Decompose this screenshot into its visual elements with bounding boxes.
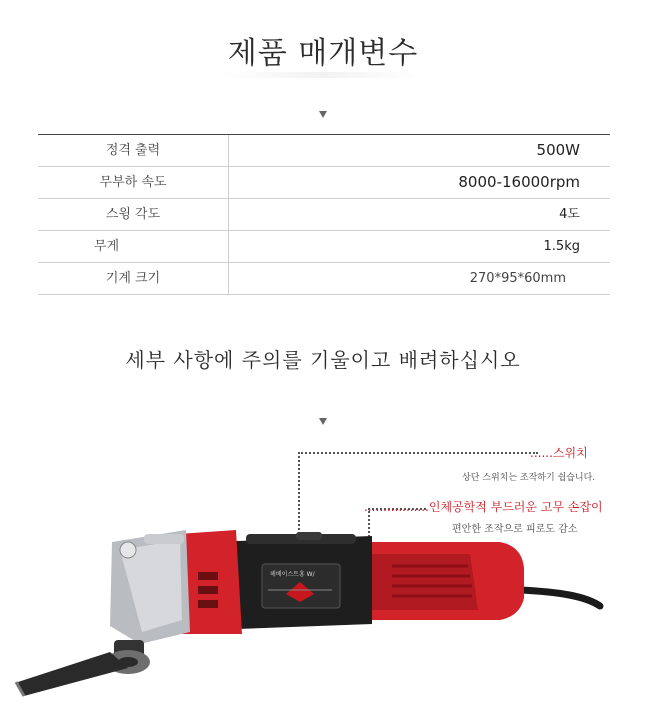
oscillating-tool-image [0,520,646,720]
page-title: 제품 매개변수 [227,36,419,71]
switch-callout-desc: 상단 스위치는 조작하기 쉽습니다. [462,473,596,483]
chevron-down-icon [319,418,327,425]
spec-label: 정격 출력 [38,135,229,166]
title-shadow [220,72,426,78]
table-row [38,263,610,295]
spec-label: 기계 크기 [38,263,229,294]
table-row [38,167,610,199]
table-row [38,199,610,231]
product-label: 해베이스트홍 W/ [270,571,315,578]
switch-callout-title: ......스위치 [530,446,588,460]
spec-label: 스윙 각도 [38,199,229,230]
spec-label: 무게 [38,231,229,262]
spec-table [38,134,610,295]
spec-value: 4도 [559,207,580,222]
spec-value: 270*95*60mm [469,271,566,286]
spec-label: 무부하 속도 [38,167,229,198]
spec-value: 1.5kg [543,239,580,254]
chevron-down-icon [319,111,327,118]
table-row [38,231,610,263]
lock-button-icon [120,542,136,558]
table-row [38,135,610,167]
spec-value: 500W [536,141,580,159]
grip-callout-title: .................인체공학적 부드러운 고무 손잡이 [364,500,603,514]
spec-value: 8000-16000rpm [458,173,580,191]
grip-callout-desc: 편안한 조작으로 피로도 감소 [452,524,578,535]
detail-heading: 세부 사항에 주의를 기울이고 배려하십시오 [125,348,521,372]
